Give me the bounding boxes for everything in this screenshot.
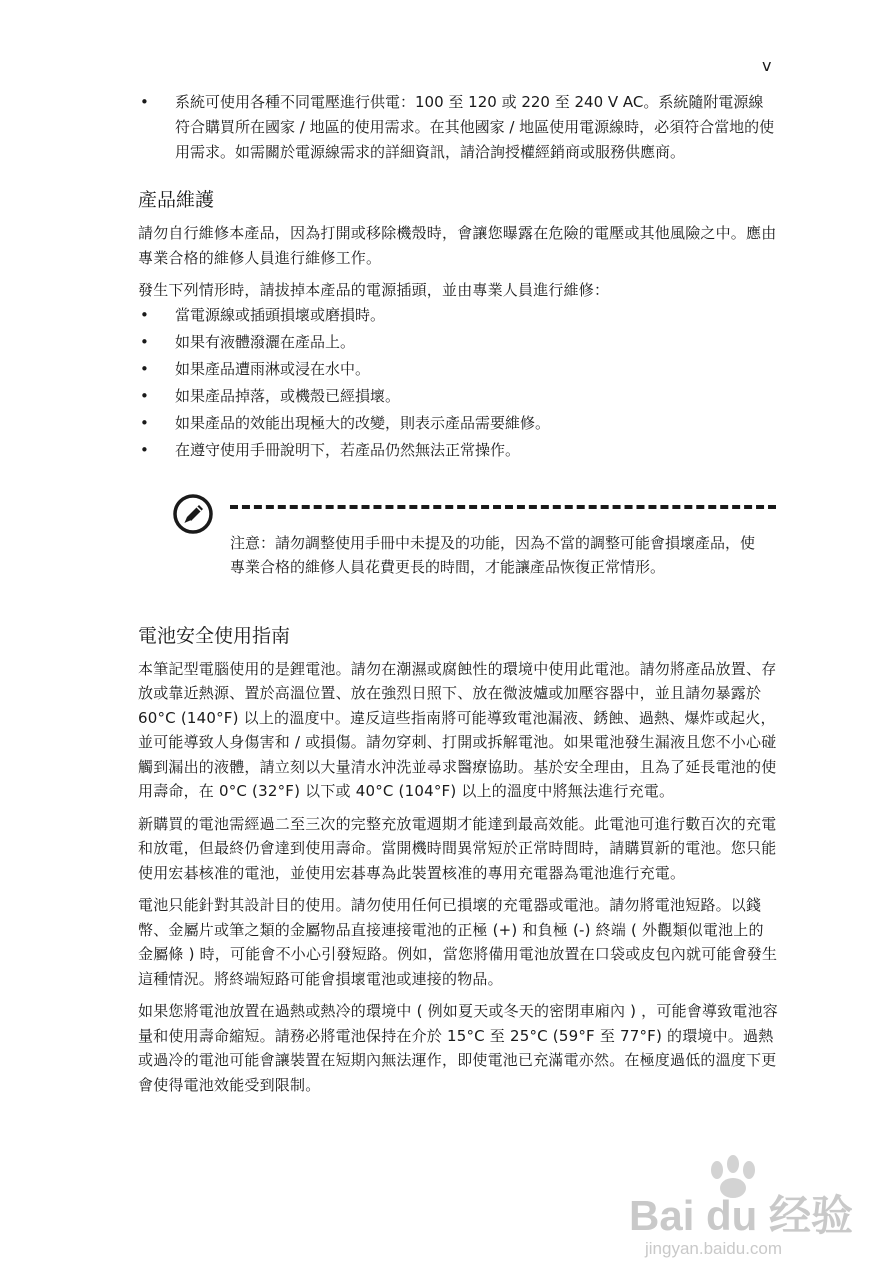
list-item [138, 330, 778, 355]
list-item [138, 303, 778, 328]
list-item [138, 357, 778, 382]
paragraph: 發生下列情形時，請拔掉本產品的電源插頭，並由專業人員進行維修： [138, 281, 610, 299]
list-item-text: 當電源線或插頭損壞或磨損時。 [175, 305, 386, 324]
service-conditions-list [138, 303, 778, 463]
list-item-text: 如果有液體潑灑在產品上。 [175, 332, 356, 351]
note-text: 注意：請勿調整使用手冊中未提及的功能，因為不當的調整可能會損壞產品，使專業合格的維修人員花費更長的時間，才能讓產品恢復正常情形。 [230, 533, 756, 576]
list-item-text: 如果產品掉落，或機殼已經損壞。 [175, 386, 401, 405]
note-callout [138, 487, 778, 605]
bullet-dot: • [140, 332, 149, 351]
list-item-text: 如果產品遭雨淋或浸在水中。 [175, 359, 371, 378]
page-number: v [762, 56, 772, 75]
section-heading-maintenance: 產品維護 [138, 189, 215, 211]
bullet-dot: • [140, 359, 149, 378]
paragraph: 請勿自行維修本產品，因為打開或移除機殼時，會讓您曝露在危險的電壓或其他風險之中。應由專業合格的維修人員進行維修工作。 [138, 224, 777, 267]
bullet-dot: • [140, 305, 149, 324]
intro-bullet-text: 系統可使用各種不同電壓進行供電：100 至 120 或 220 至 240 V AC。系統隨附電源線符合購買所在國家 / 地區的使用需求。在其他國家 / 地區使用電源線時，必須符合當地的使用需求。如需關於電源線需求的詳細資訊，請洽詢授權經銷商或服務供應商。 [175, 93, 775, 161]
bullet-dot: • [140, 413, 149, 432]
list-item [138, 438, 778, 463]
page-content [138, 90, 778, 1105]
section-heading-battery: 電池安全使用指南 [138, 624, 291, 647]
intro-list [138, 90, 778, 165]
list-item [138, 90, 778, 165]
watermark-url: jingyan.baidu.com [645, 1239, 783, 1258]
paragraph: 電池只能針對其設計目的使用。請勿使用任何已損壞的充電器或電池。請勿將電池短路。以錢幣、金屬片或筆之類的金屬物品直接連接電池的正極 (+) 和負極 (-) 終端 ( 外觀類似電池上的金屬條 ) 時，可能會不小心引發短路。例如，當您將備用電池放置在口袋或皮包內就可能會發生這種情況。將終端短路可能會損壞電池或連接的物品。 [138, 896, 778, 988]
list-item [138, 411, 778, 436]
bullet-dot: • [140, 386, 149, 405]
paragraph: 本筆記型電腦使用的是鋰電池。請勿在潮濕或腐蝕性的環境中使用此電池。請勿將產品放置、存放或靠近熱源、置於高溫位置、放在強烈日照下、放在微波爐或加壓容器中，並且請勿暴露於 60°C (140°F) 以上的溫度中。違反這些指南將可能導致電池漏液、銹蝕、過熱、爆炸或起火，並可能導致人身傷害和 / 或損傷。請勿穿刺、打開或拆解電池。如果電池發生漏液且您不小心碰觸到漏出的液體，請立刻以大量清水沖洗並尋求醫療協助。基於安全理由，且為了延長電池的使用壽命，在 0°C (32°F) 以下或 40°C (104°F) 以上的溫度中將無法進行充電。 [138, 659, 777, 800]
bullet-dot: • [140, 440, 149, 459]
list-item-text: 如果產品的效能出現極大的改變，則表示產品需要維修。 [175, 413, 551, 432]
note-pen-icon [172, 493, 214, 535]
bullet-dot: • [140, 93, 149, 111]
note-divider [230, 505, 776, 509]
watermark-brand: Bai du 经验 [629, 1192, 854, 1239]
paragraph: 新購買的電池需經過二至三次的完整充放電週期才能達到最高效能。此電池可進行數百次的充電和放電，但最終仍會達到使用壽命。當開機時間異常短於正常時間時，請購買新的電池。您只能使用宏碁核准的電池，並使用宏碁專為此裝置核准的專用充電器為電池進行充電。 [138, 814, 777, 882]
list-item-text: 在遵守使用手冊說明下，若產品仍然無法正常操作。 [175, 440, 521, 459]
list-item [138, 384, 778, 409]
paragraph: 如果您將電池放置在過熱或熱冷的環境中 ( 例如夏天或冬天的密閉車廂內 ) ，可能會導致電池容量和使用壽命縮短。請務必將電池保持在介於 15°C 至 25°C (59°F 至 77°F) 的環境中。過熱或過冷的電池可能會讓裝置在短期內無法運作，即使電池已充滿電亦然。在極度過低的溫度下更會使得電池效能受到限制。 [138, 1002, 778, 1094]
baidu-watermark [625, 1150, 865, 1260]
